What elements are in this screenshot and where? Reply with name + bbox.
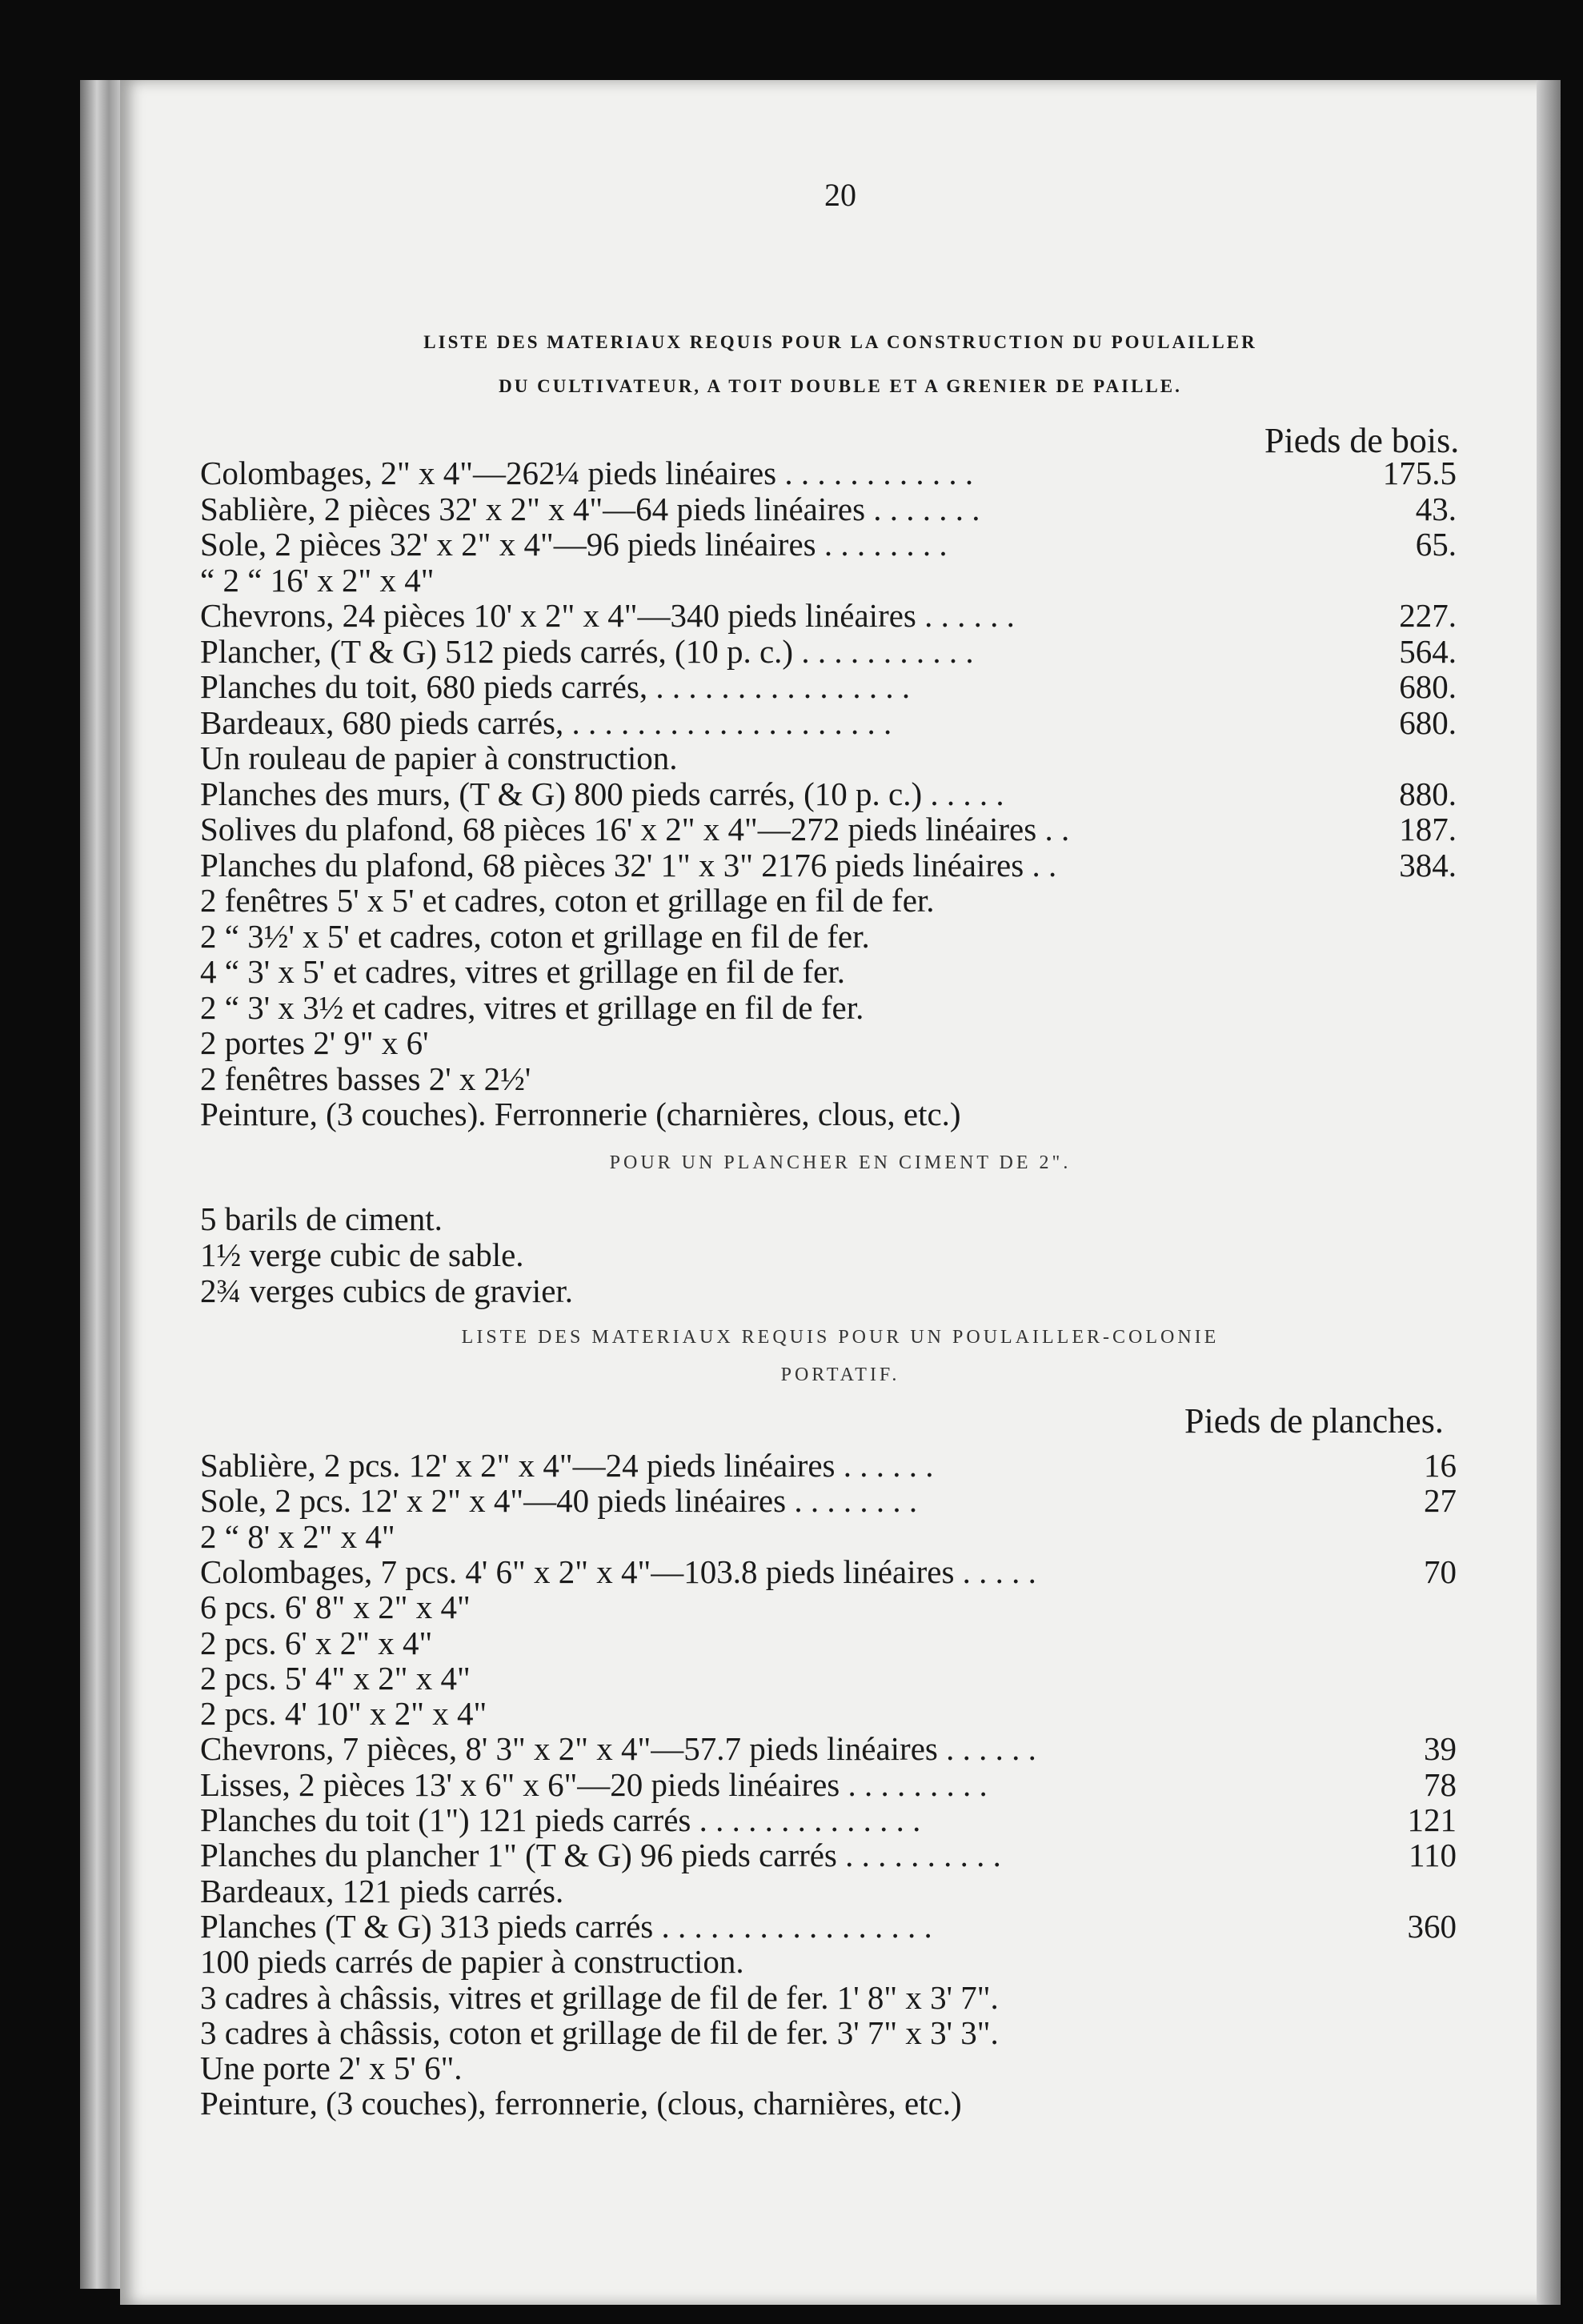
item-text: Planches (T & G) 313 pieds carrés . . . . . . . . . . . . . . . . . [200, 1907, 932, 1945]
item-text: Planches du plancher 1" (T & G) 96 pieds carrés . . . . . . . . . . [200, 1837, 1001, 1874]
item-text: Sablière, 2 pcs. 12' x 2" x 4"—24 pieds linéaires . . . . . . [200, 1447, 934, 1484]
section1-item [200, 775, 1457, 812]
item-value: 43. [1415, 490, 1457, 527]
section3-item [200, 1695, 1457, 1732]
section1-item [200, 989, 1457, 1026]
item-value: 680. [1399, 668, 1457, 705]
item-value: 175.5 [1382, 455, 1457, 491]
item-value: 121 [1407, 1801, 1457, 1838]
item-text: Sole, 2 pièces 32' x 2" x 4"—96 pieds linéaires . . . . . . . . [200, 526, 948, 563]
section2-item [200, 1272, 1457, 1309]
item-text: Peinture, (3 couches). Ferronnerie (charnières, clous, etc.) [200, 1096, 961, 1132]
item-text: 2 “ 8' x 2" x 4" [200, 1517, 395, 1555]
item-value: 680. [1399, 703, 1457, 741]
item-text: 2 “ 3½' x 5' et cadres, coton et grillage en fil de fer. [200, 917, 870, 955]
section2-title: POUR UN PLANCHER EN CIMENT DE 2". [609, 1152, 1072, 1173]
section3-item [200, 1553, 1457, 1590]
item-text: 2 fenêtres 5' x 5' et cadres, coton et grillage en fil de fer. [200, 882, 935, 919]
section1-item [200, 633, 1457, 670]
section1-item [200, 597, 1457, 634]
section3-unit-header: Pieds de planches. [1184, 1401, 1444, 1440]
item-text: Bardeaux, 680 pieds carrés, . . . . . . . . . . . . . . . . . . . . [200, 703, 892, 741]
section3-item [200, 1943, 1457, 1980]
item-text: Planches des murs, (T & G) 800 pieds carrés, (10 p. c.) . . . . . [200, 775, 1004, 812]
item-value: 70 [1424, 1553, 1457, 1590]
item-text: Planches du toit (1") 121 pieds carrés . . . . . . . . . . . . . . [200, 1801, 921, 1838]
section3-item [200, 1625, 1457, 1661]
section3-item [200, 1908, 1457, 1945]
section1-item [200, 526, 1457, 563]
section3-title-line2: PORTATIF. [780, 1364, 900, 1385]
section1-title-line1: LISTE DES MATERIAUX REQUIS POUR LA CONSTRUCTION DU POULAILLER [423, 332, 1257, 352]
item-text: Colombages, 7 pcs. 4' 6" x 2" x 4"—103.8 pieds linéaires . . . . . [200, 1553, 1036, 1590]
item-text: 2 fenêtres basses 2' x 2½' [200, 1060, 531, 1097]
item-text: Une porte 2' x 5' 6". [200, 2050, 463, 2087]
item-text: Lisses, 2 pièces 13' x 6" x 6"—20 pieds linéaires . . . . . . . . . [200, 1765, 988, 1803]
section3-item [200, 1518, 1457, 1555]
item-value: 880. [1399, 775, 1457, 812]
section1-item [200, 562, 1457, 599]
item-text: 6 pcs. 6' 8" x 2" x 4" [200, 1589, 471, 1626]
item-text: 3 cadres à châssis, coton et grillage de fil de fer. 3' 7" x 3' 3". [200, 2013, 999, 2051]
item-value: 65. [1415, 526, 1457, 563]
section3-item [200, 1873, 1457, 1909]
item-text: Colombages, 2" x 4"—262¼ pieds linéaires . . . . . . . . . . . . [200, 455, 974, 491]
item-text: 1½ verge cubic de sable. [200, 1236, 524, 1273]
section1-item [200, 918, 1457, 955]
section1-item [200, 882, 1457, 919]
item-value: 187. [1399, 811, 1457, 847]
item-text: 100 pieds carrés de papier à construction. [200, 1943, 744, 1981]
section1-item [200, 1096, 1457, 1132]
item-text: Bardeaux, 121 pieds carrés. [200, 1872, 564, 1909]
section1-item [200, 455, 1457, 491]
section3-item [200, 2050, 1457, 2086]
item-text: Plancher, (T & G) 512 pieds carrés, (10 p. c.) . . . . . . . . . . . [200, 632, 974, 670]
item-text: 5 barils de ciment. [200, 1200, 443, 1237]
section1-item [200, 847, 1457, 884]
item-text: Chevrons, 24 pièces 10' x 2" x 4"—340 pieds linéaires . . . . . . [200, 597, 1015, 634]
section3-item [200, 1589, 1457, 1625]
item-value: 227. [1399, 597, 1457, 634]
item-value: 110 [1409, 1837, 1457, 1874]
item-text: Planches du plafond, 68 pièces 32' 1" x 3" 2176 pieds linéaires . . [200, 846, 1057, 884]
item-value: 564. [1399, 632, 1457, 670]
section2-item [200, 1200, 1457, 1237]
section3-item [200, 1730, 1457, 1767]
item-text: 2¾ verges cubics de gravier. [200, 1272, 574, 1309]
item-text: Un rouleau de papier à construction. [200, 739, 678, 776]
section1-item [200, 668, 1457, 705]
section3-item [200, 1837, 1457, 1873]
item-text: 2 portes 2' 9" x 6' [200, 1024, 429, 1061]
item-text: Solives du plafond, 68 pièces 16' x 2" x 4"—272 pieds linéaires . . [200, 811, 1070, 847]
item-text: Peinture, (3 couches), ferronnerie, (clous, charnières, etc.) [200, 2085, 962, 2122]
section3-item [200, 1979, 1457, 2016]
item-text: Sole, 2 pcs. 12' x 2" x 4"—40 pieds linéaires . . . . . . . . [200, 1482, 918, 1520]
item-text: Chevrons, 7 pièces, 8' 3" x 2" x 4"—57.7 pieds linéaires . . . . . . [200, 1730, 1036, 1768]
item-value: 384. [1399, 846, 1457, 884]
item-text: 3 cadres à châssis, vitres et grillage de fil de fer. 1' 8" x 3' 7". [200, 1978, 999, 2016]
page-right-edge [1537, 80, 1561, 2305]
section3-item [200, 1660, 1457, 1697]
section2-item [200, 1236, 1457, 1273]
section1-item [200, 1060, 1457, 1097]
item-text: Sablière, 2 pièces 32' x 2" x 4"—64 pieds linéaires . . . . . . . [200, 490, 980, 527]
section1-item [200, 491, 1457, 527]
item-value: 360 [1407, 1907, 1457, 1945]
item-text: 2 pcs. 6' x 2" x 4" [200, 1624, 433, 1661]
section1-item [200, 1024, 1457, 1061]
section3-item [200, 1482, 1457, 1519]
section1-unit-header: Pieds de bois. [1264, 421, 1460, 460]
section1-item [200, 704, 1457, 741]
item-value: 78 [1424, 1765, 1457, 1803]
item-value: 39 [1424, 1730, 1457, 1768]
section3-title-line1: LISTE DES MATERIAUX REQUIS POUR UN POULAILLER-COLONIE [461, 1327, 1220, 1348]
item-value: 27 [1424, 1482, 1457, 1520]
item-text: 4 “ 3' x 5' et cadres, vitres et grillage en fil de fer. [200, 953, 845, 990]
item-text: “ 2 “ 16' x 2" x 4" [200, 561, 435, 599]
item-value: 16 [1424, 1447, 1457, 1484]
section3-item [200, 2085, 1457, 2122]
section3-item [200, 1447, 1457, 1484]
section1-item [200, 953, 1457, 990]
page-number: 20 [824, 177, 856, 213]
item-text: Planches du toit, 680 pieds carrés, . . . . . . . . . . . . . . . . [200, 668, 911, 705]
item-text: 2 “ 3' x 3½ et cadres, vitres et grillage en fil de fer. [200, 988, 864, 1026]
section3-item [200, 1766, 1457, 1803]
item-text: 2 pcs. 4' 10" x 2" x 4" [200, 1695, 487, 1733]
section1-item [200, 811, 1457, 847]
section1-item [200, 739, 1457, 776]
section1-title-line2: DU CULTIVATEUR, A TOIT DOUBLE ET A GRENIER DE PAILLE. [499, 376, 1182, 396]
section3-item [200, 2014, 1457, 2051]
item-text: 2 pcs. 5' 4" x 2" x 4" [200, 1659, 471, 1697]
section3-item [200, 1801, 1457, 1838]
